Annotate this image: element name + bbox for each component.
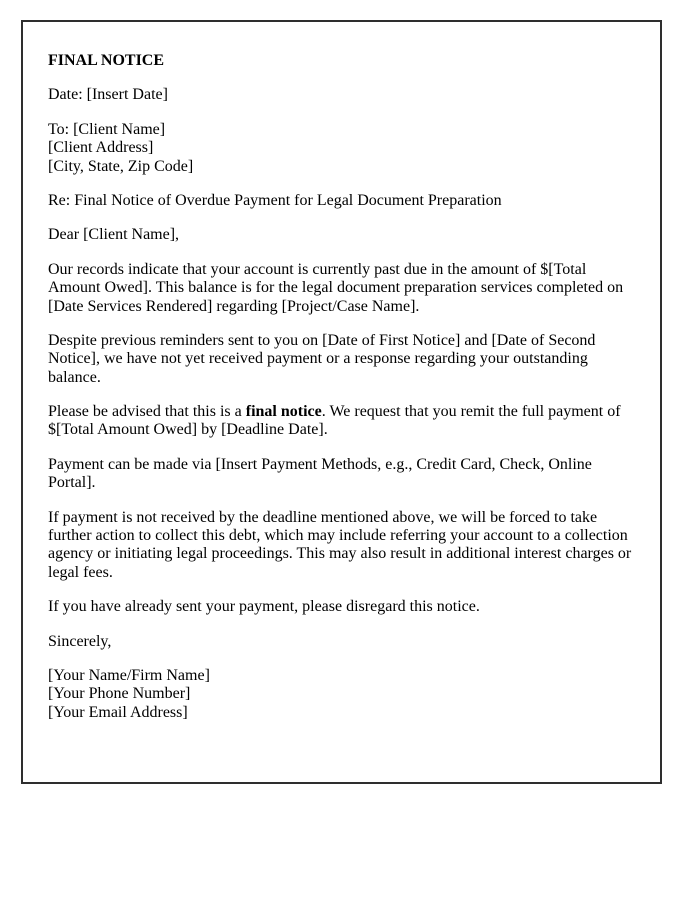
paragraph-payment-methods: Payment can be made via [Insert Payment Methods, e.g., Credit Card, Check, Online Portal]. [48,455,592,492]
final-notice-text-after: . We request that you remit the full payment of $[Total Amount Owed] by [Deadline Date]. [48,403,621,439]
final-notice-bold-phrase: final notice [245,403,322,421]
recipient-block [48,121,634,176]
signature-email-line: [Your Email Address] [48,703,188,721]
letter-title: FINAL NOTICE [48,52,165,69]
recipient-address-line: [Client Address] [48,139,154,157]
paragraph-records: Our records indicate that your account is currently past due in the amount of $[Total Amount Owed]. This balance is for the legal document preparation services completed on [Date Services Rendered] regarding [Project/Case Name]. [48,260,624,315]
recipient-city-line: [City, State, Zip Code] [48,157,194,175]
paragraph-disregard: If you have already sent your payment, please disregard this notice. [48,598,480,616]
closing: Sincerely, [48,632,112,650]
recipient-name-line: To: [Client Name] [48,120,166,138]
paragraph-final-notice [48,403,634,440]
final-notice-text-before: Please be advised that this is a [48,403,246,421]
signature-name-line: [Your Name/Firm Name] [48,666,210,684]
paragraph-reminders: Despite previous reminders sent to you on [Date of First Notice] and [Date of Second Notice], we have not yet received payment or a response regarding your outstanding balance. [48,331,596,386]
letter-document [21,20,662,784]
paragraph-consequences: If payment is not received by the deadline mentioned above, we will be forced to take further action to collect this debt, which may include referring your account to a collection agency or initiating legal proceedings. This may also result in additional interest charges or legal fees. [48,508,632,581]
signature-phone-line: [Your Phone Number] [48,685,191,703]
salutation: Dear [Client Name], [48,226,180,244]
date-line: Date: [Insert Date] [48,86,168,104]
subject-line: Re: Final Notice of Overdue Payment for Legal Document Preparation [48,191,502,209]
signature-block [48,667,634,722]
